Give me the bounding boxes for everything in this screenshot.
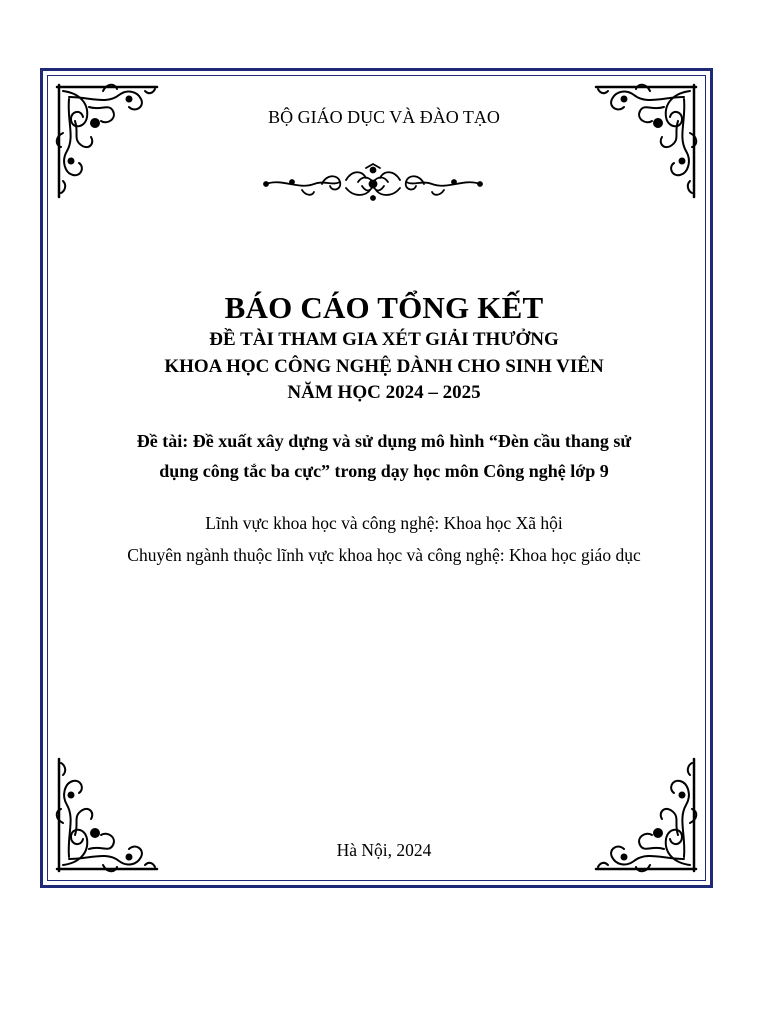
report-title: BÁO CÁO TỔNG KẾT	[224, 290, 544, 325]
ministry-name: BỘ GIÁO DỤC VÀ ĐÀO TẠO	[268, 107, 500, 127]
academic-year: NĂM HỌC 2024 – 2025	[287, 382, 481, 403]
ornamental-corner-icon	[586, 77, 704, 207]
science-field: Lĩnh vực khoa học và công nghệ: Khoa học Xã hội	[205, 513, 563, 533]
specialization: Chuyên ngành thuộc lĩnh vực khoa học và công nghệ: Khoa học giáo dục	[127, 545, 641, 565]
subtitle-line: KHOA HỌC CÔNG NGHỆ DÀNH CHO SINH VIÊN	[164, 356, 604, 377]
place-date: Hà Nội, 2024	[336, 840, 432, 860]
subtitle-line: ĐỀ TÀI THAM GIA XÉT GIẢI THƯỞNG	[209, 329, 559, 350]
topic-line: dụng công tắc ba cực” trong dạy học môn Công nghệ lớp 9	[159, 461, 609, 481]
topic-line: Đề tài: Đề xuất xây dựng và sử dụng mô hình “Đèn cầu thang sử	[136, 431, 632, 451]
ornamental-corner-icon	[49, 77, 167, 207]
ornamental-divider-icon	[262, 162, 484, 204]
